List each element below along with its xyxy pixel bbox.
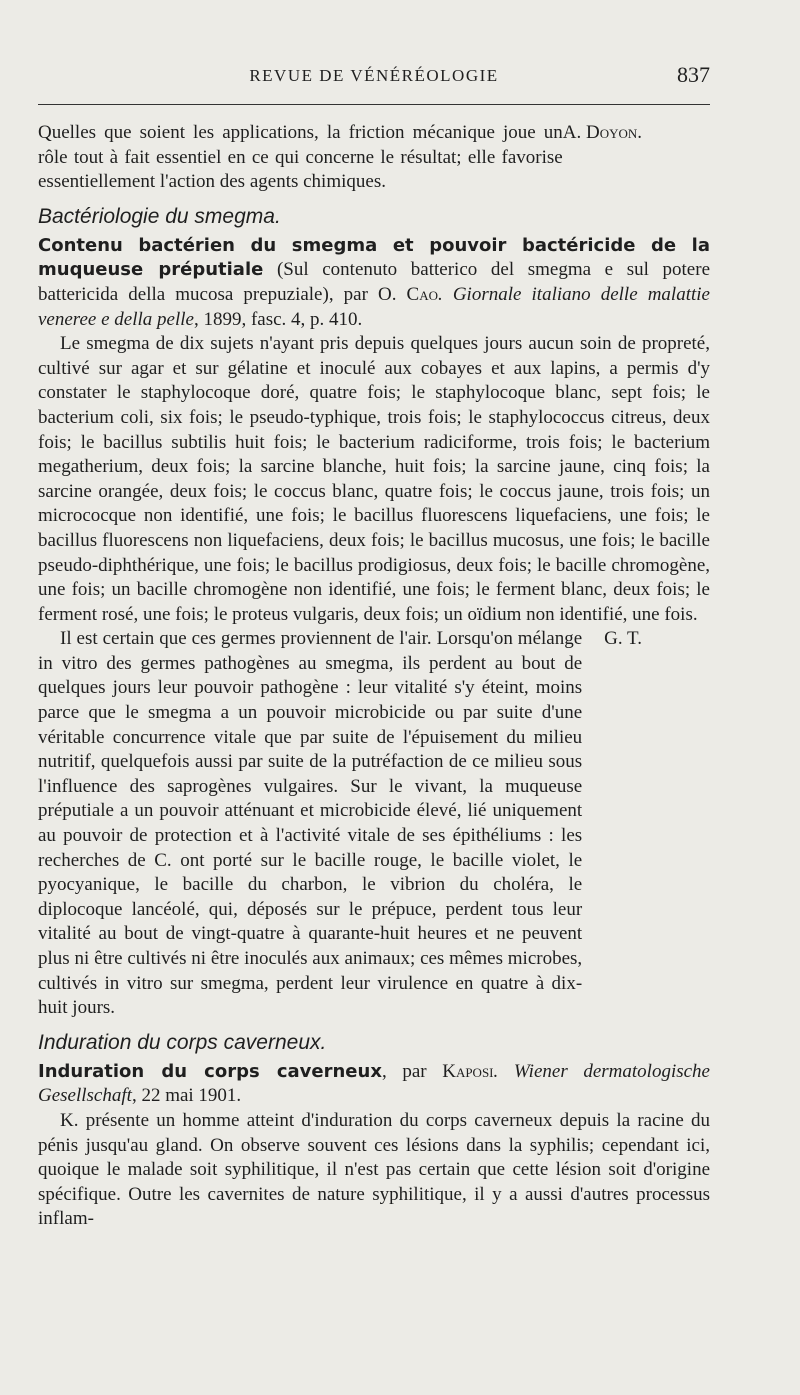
article-title-2: Induration du corps caverneux: [38, 1060, 382, 1082]
section-heading-1: Bactériologie du smegma.: [38, 204, 281, 228]
article-ref-end-2: , 22 mai 1901.: [131, 1085, 242, 1107]
article-signature-1: G. T.: [604, 628, 642, 650]
intro-author: A. Doyon.: [562, 122, 642, 143]
article-paragraph-signed: [38, 627, 710, 1021]
header-rule: [38, 104, 710, 105]
intro-text: Quelles que soient les applications, la friction mécanique joue un rôle tout à fait essentiel en ce qui concerne le résultat; elle favorise essentiellement l'action des agents chimiques.: [38, 122, 563, 193]
article-paragraph: Le smegma de dix sujets n'ayant pris depuis quelques jours aucun soin de propreté, cultivé sur agar et sur gélatine et inoculé aux cobayes et aux lapins, a permis d'y constater le staphylocoque doré, quatre fois; le staphylocoque blanc, sept fois; le bacterium coli, six fois; le pseudo-typhique, trois fois; le staphylococcus citreus, deux fois; le bacillus subtilis huit fois; le bacterium radiciforme, trois fois; le bacterium megatherium, deux fois; la sarcine blanche, huit fois; la sarcine jaune, cinq fois; la sarcine orangée, deux fois; le coccus blanc, quatre fois; le coccus jaune, trois fois; un micrococque non identifié, une fois; le bacillus fluorescens liquefaciens, une fois; le bacillus fluorescens non liquefaciens, deux fois; le bacillus mucosus, une fois; le bacille pseudo-diphthérique, une fois; le bacillus prodigiosus, deux fois; le bacille chromogène, une fois; un bacille chromogène non identifié, une fois; le ferment blanc, deux fois; le ferment rosé, une fois; le proteus vulgaris, deux fois; un oïdium non identifié, une fois.: [38, 333, 710, 625]
page-body: [38, 121, 710, 1232]
article-journal-2: . Wiener dermatologische Gesellschaft: [38, 1060, 710, 1107]
article-paragraph: K. présente un homme atteint d'induration du corps caverneux depuis la racine du pénis jusqu'au gland. On observe souvent ces lésions dans la syphilis; cependant ici, quoique le malade soit syphilitique, il n'est pas certain que cette lésion soit d'origine spécifique. Outre les cavernites de nature syphilitique, il y a aussi d'autres processus inflam-: [38, 1109, 710, 1230]
page-number: 837: [677, 62, 710, 87]
article-reference-2: [38, 1060, 710, 1109]
running-header: [38, 58, 710, 98]
article-author-1: Cao: [406, 283, 438, 305]
article-title-1: Contenu bactérien du smegma et pouvoir bactéricide de la muqueuse préputiale: [38, 234, 710, 281]
article-ref-end-1: , 1899, fasc. 4, p. 410.: [193, 308, 363, 330]
article-reference-1: [38, 234, 710, 332]
article-author-2: Kaposi: [442, 1060, 494, 1082]
article-journal-1: . Giornale italiano delle malattie veneree e della pelle: [38, 283, 710, 330]
journal-title: REVUE DE VÉNÉRÉOLOGIE: [249, 66, 499, 85]
section-heading-2: Induration du corps caverneux.: [38, 1030, 327, 1054]
intro-paragraph: [38, 121, 710, 195]
article-ref-text-1: (Sul contenuto batterico del smegma e sul potere battericida della mucosa prepuziale), par O.: [38, 259, 710, 305]
article-paragraph-text: Il est certain que ces germes proviennent de l'air. Lorsqu'on mélange in vitro des germes pathogènes au smegma, ils perdent au bout de quelques jours leur pouvoir pathogène : leur vitalité s'y éteint, moins parce que le smegma a un pouvoir microbicide ou par suite d'une véritable concurrence vitale que par suite de l'épuisement du milieu nutritif, quelquefois aussi par suite de la putréfaction de ce milieu sous l'influence des saprogènes vulgaires. Sur le vivant, la muqueuse préputiale a un pouvoir atténuant et microbicide élevé, lié uniquement au pouvoir de protection et à l'activité vitale de ses épithéliums : les recherches de C. ont porté sur le bacille rouge, le bacille violet, le pyocyanique, le bacille du charbon, le vibrion du choléra, le diplocoque lancéolé, qui, déposés sur le prépuce, perdent tous leur vitalité au bout de vingt-quatre à quarante-huit heures et ne peuvent plus ni être cultivés ni être inoculés aux animaux; ces mêmes microbes, cultivés in vitro sur smegma, perdent leur virulence en quatre à dix-huit jours.: [38, 628, 583, 1019]
article-ref-text-2: , par: [381, 1060, 443, 1082]
